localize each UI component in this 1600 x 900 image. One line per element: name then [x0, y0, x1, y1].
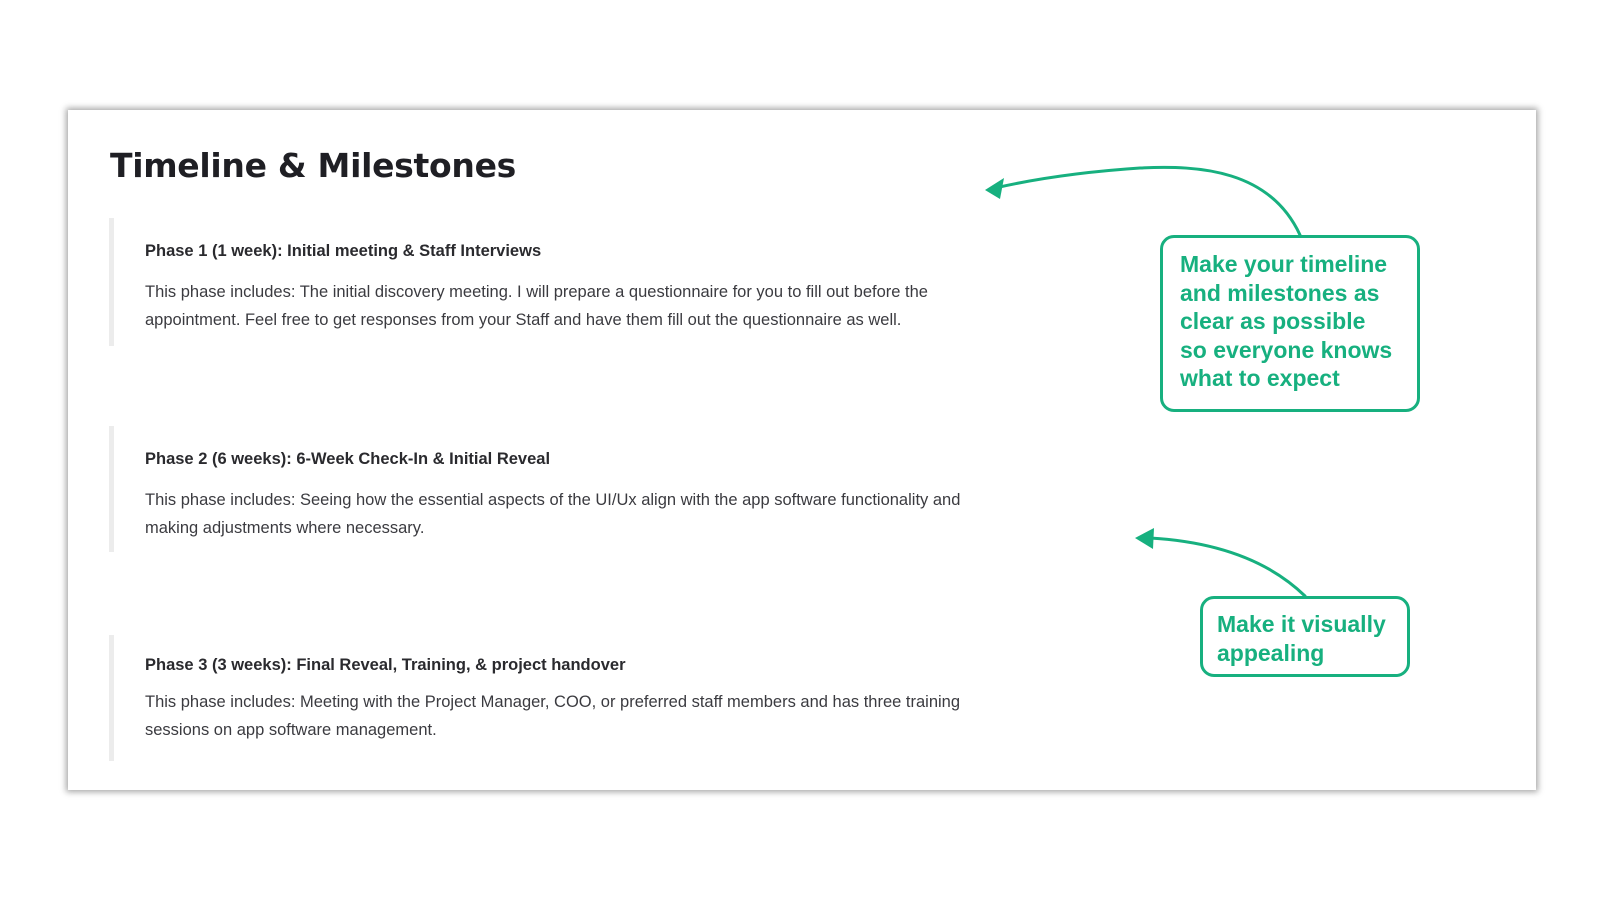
callout-1-line-5: what to expect — [1180, 365, 1340, 391]
phase-2-line-1: This phase includes: Seeing how the essential aspects of the UI/Ux align with the app software functionality and — [145, 491, 961, 509]
phase-1-description — [145, 278, 1069, 334]
phase-2-line-2: making adjustments where necessary. — [145, 519, 425, 537]
callout-1-line-4: so everyone knows — [1180, 336, 1393, 363]
callout-1-line-1: Make your timeline — [1180, 251, 1388, 277]
phase-3-heading: Phase 3 (3 weeks): Final Reveal, Training, & project handover — [145, 656, 626, 674]
callout-1-line-2: and milestones as — [1180, 279, 1380, 306]
phase-block-1 — [109, 218, 1069, 346]
phase-2-description — [145, 486, 1069, 542]
callout-timeline-tip — [1160, 235, 1420, 412]
callout-visual-tip — [1200, 596, 1410, 677]
phase-3-line-2: sessions on app software management. — [145, 721, 437, 739]
phase-block-3 — [109, 635, 1069, 761]
phase-1-line-1: This phase includes: The initial discovery meeting. I will prepare a questionnaire for you to fill out before the — [145, 283, 928, 301]
callout-2-line-1: Make it visually — [1217, 611, 1386, 637]
phase-block-2 — [109, 426, 1069, 552]
phase-2-heading: Phase 2 (6 weeks): 6-Week Check-In & Initial Reveal — [145, 450, 551, 468]
phase-1-line-2: appointment. Feel free to get responses from your Staff and have them fill out the questionnaire as well. — [145, 311, 902, 329]
phase-3-line-1: This phase includes: Meeting with the Project Manager, COO, or preferred staff members and has three training — [145, 693, 961, 711]
callout-2-line-2: appealing — [1217, 639, 1325, 666]
phase-3-description — [145, 688, 1069, 744]
phase-1-heading: Phase 1 (1 week): Initial meeting & Staff Interviews — [145, 242, 542, 260]
page-title: Timeline & Milestones — [110, 146, 516, 185]
callout-1-line-3: clear as possible — [1180, 308, 1366, 334]
